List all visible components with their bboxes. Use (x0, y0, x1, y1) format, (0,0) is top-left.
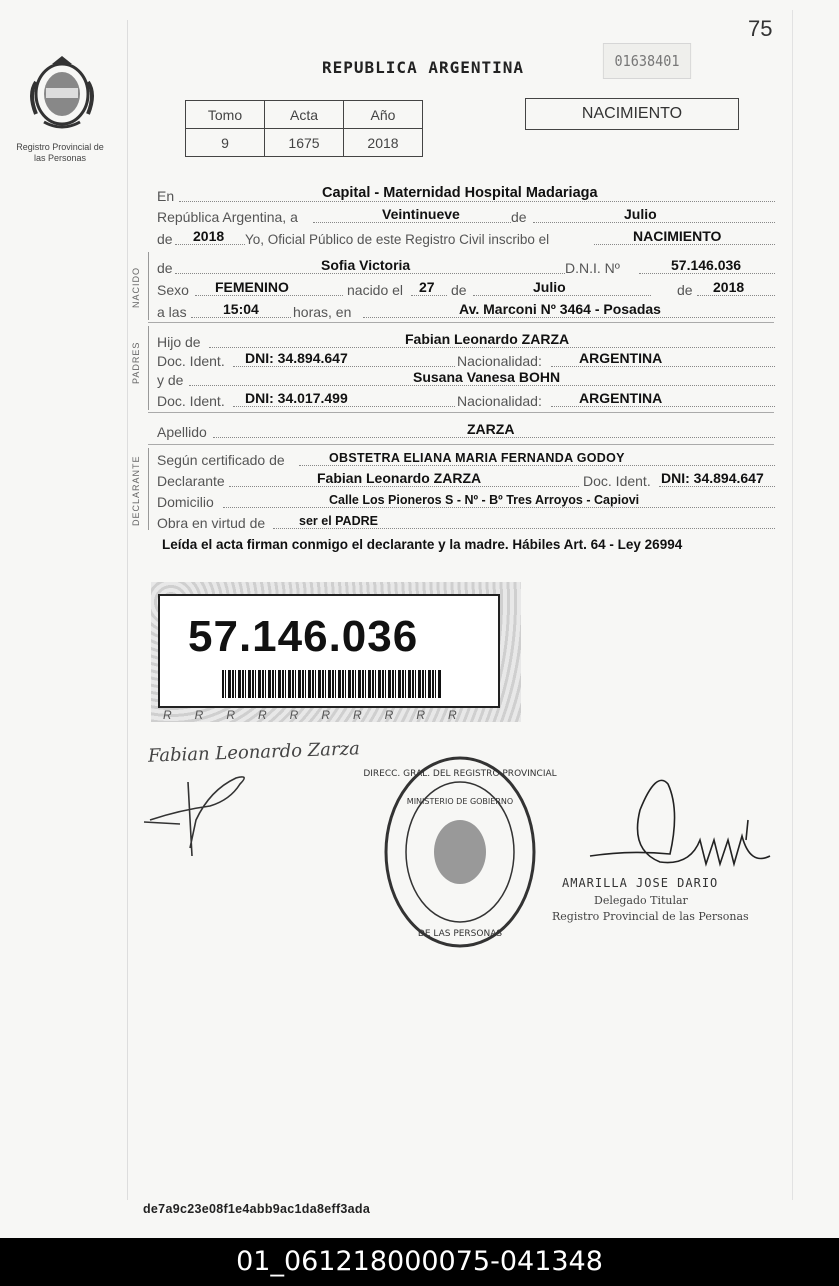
label-a-las: a las (157, 304, 187, 320)
document-hash: de7a9c23e08f1e4abb9ac1da8eff3ada (143, 1202, 371, 1216)
value-father-nationality: ARGENTINA (579, 350, 663, 366)
value-place: Capital - Maternidad Hospital Madariaga (322, 185, 598, 201)
value-birth-address: Av. Marconi Nº 3464 - Posadas (459, 301, 661, 317)
label-en: En (157, 188, 175, 204)
row-mother (157, 368, 775, 390)
section-tag-padres: PADRES (131, 341, 141, 384)
value-birth-month: Julio (533, 279, 566, 295)
label-doc-mother: Doc. Ident. (157, 393, 225, 409)
value-month: Julio (624, 206, 657, 222)
label-de-month: de (451, 282, 467, 298)
row-declarante (157, 469, 775, 491)
value-mother-doc: DNI: 34.017.499 (245, 390, 348, 406)
official-signature-icon (570, 770, 790, 890)
register-value-ano: 2018 (344, 129, 423, 157)
label-dni: D.N.I. Nº (565, 260, 620, 276)
label-de-year: de (677, 282, 693, 298)
row-mother-doc (157, 389, 775, 411)
svg-text:DE LAS PERSONAS: DE LAS PERSONAS (417, 929, 503, 939)
row-certificado (157, 448, 775, 470)
value-declarante: Fabian Leonardo ZARZA (317, 470, 482, 486)
value-year: 2018 (193, 228, 225, 244)
value-father-doc: DNI: 34.894.647 (245, 350, 348, 366)
svg-text:MINISTERIO DE GOBIERNO: MINISTERIO DE GOBIERNO (406, 797, 514, 806)
row-child-name (157, 256, 775, 278)
declarant-signature-icon (140, 770, 260, 860)
value-father-name: Fabian Leonardo ZARZA (405, 331, 570, 347)
value-certificado: OBSTETRA ELIANA MARIA FERNANDA GODOY (329, 451, 625, 465)
province-emblem-icon (22, 52, 102, 132)
label-y-de: y de (157, 372, 184, 388)
row-date (157, 205, 775, 227)
dni-barcode-card (151, 582, 521, 722)
label-apellido: Apellido (157, 424, 207, 440)
value-act-type: NACIMIENTO (633, 228, 722, 244)
label-hijo-de: Hijo de (157, 334, 201, 350)
label-certificado: Según certificado de (157, 452, 285, 468)
handwritten-declarant-name: Fabian Leonardo Zarza (147, 738, 361, 767)
label-de: de (511, 209, 527, 225)
label-doc-father: Doc. Ident. (157, 353, 225, 369)
label-doc-declarante: Doc. Ident. (583, 473, 651, 489)
section-tag-declarante: DECLARANTE (131, 455, 141, 526)
value-child-dni: 57.146.036 (671, 257, 742, 273)
page-right-edge (792, 10, 793, 1200)
official-seal-icon (363, 752, 557, 952)
closing-statement: Leída el acta firman conmigo el declarante y la madre. Hábiles Art. 64 - Ley 26994 (162, 537, 683, 552)
value-birth-day: 27 (419, 279, 435, 295)
value-time: 15:04 (223, 301, 259, 317)
logo-caption: Registro Provincial de las Personas (16, 142, 104, 163)
row-time-place (157, 300, 775, 322)
row-year (157, 227, 775, 249)
value-doc-declarante: DNI: 34.894.647 (661, 470, 764, 486)
value-mother-nationality: ARGENTINA (579, 390, 663, 406)
value-mother-name: Susana Vanesa BOHN (413, 369, 561, 385)
row-domicilio (157, 490, 775, 512)
barcode-icon (222, 670, 442, 698)
label-nac-mother: Nacionalidad: (457, 393, 542, 409)
page-margin-line (127, 20, 128, 1200)
label-de-child: de (157, 260, 173, 276)
footer-document-id: 01_061218000075-041348 (0, 1238, 839, 1286)
row-obra (157, 511, 775, 533)
official-organization: Registro Provincial de las Personas (552, 910, 749, 923)
label-official: Yo, Oficial Público de este Registro Civil inscribo el (245, 232, 550, 247)
register-table (185, 100, 423, 157)
value-apellido: ZARZA (467, 421, 515, 437)
value-child-name: Sofia Victoria (321, 257, 411, 273)
value-obra: ser el PADRE (299, 514, 378, 528)
section-tag-nacido: NACIDO (131, 266, 141, 308)
label-nac-father: Nacionalidad: (457, 353, 542, 369)
register-header-ano: Año (344, 101, 423, 129)
barcode-number: 57.146.036 (188, 612, 419, 661)
label-domicilio: Domicilio (157, 494, 214, 510)
row-place (157, 184, 775, 206)
register-header-acta: Acta (265, 101, 344, 129)
label-obra: Obra en virtud de (157, 515, 266, 531)
act-type-box: NACIMIENTO (525, 98, 739, 130)
row-apellido (157, 420, 775, 442)
document-title: REPUBLICA ARGENTINA (322, 58, 525, 77)
row-sex-birth (157, 278, 775, 300)
serial-number-stamp: 01638401 (603, 43, 691, 79)
label-de2: de (157, 231, 173, 247)
page-number: 75 (748, 16, 773, 41)
value-birth-year: 2018 (713, 279, 745, 295)
value-day: Veintinueve (382, 206, 460, 222)
label-declarante: Declarante (157, 473, 225, 489)
official-name: AMARILLA JOSE DARIO (562, 876, 719, 890)
label-horas: horas, en (293, 304, 352, 320)
official-role: Delegado Titular (594, 894, 688, 907)
register-value-acta: 1675 (265, 129, 344, 157)
label-nacido-el: nacido el (347, 282, 404, 298)
value-sexo: FEMENINO (215, 279, 289, 295)
barcode-pattern: RRRRRRRRRR (163, 708, 480, 722)
register-header-tomo: Tomo (186, 101, 265, 129)
label-sexo: Sexo (157, 282, 189, 298)
svg-text:DIRECC. GRAL. DEL REGISTRO PRO: DIRECC. GRAL. DEL REGISTRO PROVINCIAL (363, 769, 557, 779)
value-domicilio: Calle Los Pioneros S - Nº - Bº Tres Arroyos - Capiovi (329, 493, 640, 507)
label-republica: República Argentina, a (157, 209, 298, 225)
register-value-tomo: 9 (186, 129, 265, 157)
